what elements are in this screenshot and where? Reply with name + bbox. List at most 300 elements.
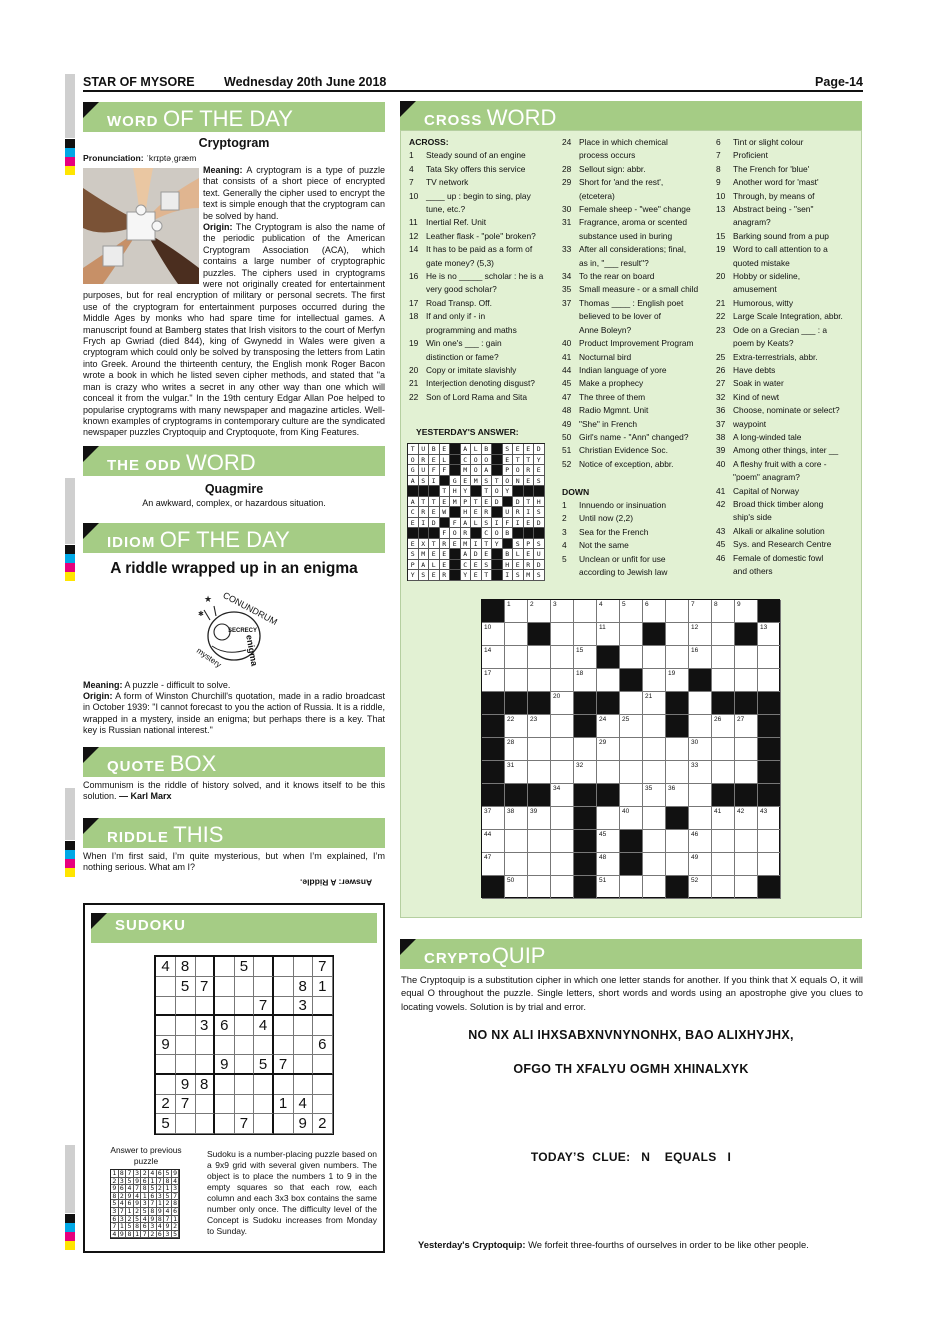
- answer-cell: 9: [149, 1216, 157, 1224]
- sudoku-given-cell: 5: [156, 1114, 176, 1134]
- crossword-cell[interactable]: [666, 669, 689, 692]
- sudoku-given-cell: 6: [215, 1016, 235, 1036]
- answer-black-cell: [450, 444, 461, 455]
- crossword-cell[interactable]: [666, 830, 689, 853]
- clue-text: "poem" anagram?: [733, 472, 800, 483]
- crossword-cell[interactable]: [528, 807, 551, 830]
- crossword-black-cell: [758, 715, 781, 738]
- clue-number: 33: [562, 244, 572, 255]
- crossword-cell[interactable]: [643, 761, 666, 784]
- answer-black-cell: [513, 486, 524, 497]
- crossword-cell[interactable]: [620, 876, 643, 899]
- margin-grey-bar: [65, 478, 75, 544]
- clue-text: Fragrance, aroma or scented: [579, 217, 687, 228]
- sudoku-empty-cell[interactable]: [254, 1094, 274, 1114]
- riddle-banner: [83, 818, 385, 848]
- crossword-cell[interactable]: [551, 715, 574, 738]
- clue-number: [716, 471, 733, 484]
- crossword-cell[interactable]: [505, 646, 528, 669]
- answer-cell: 5: [111, 1200, 119, 1208]
- crossword-cell[interactable]: [505, 623, 528, 646]
- sudoku-empty-cell[interactable]: [156, 1055, 176, 1075]
- sudoku-empty-cell[interactable]: [234, 977, 254, 997]
- sudoku-empty-cell[interactable]: [176, 1016, 196, 1036]
- crossword-cell[interactable]: [482, 830, 505, 853]
- sudoku-empty-cell[interactable]: [215, 1075, 235, 1095]
- crossword-cell[interactable]: [758, 853, 781, 876]
- clue-number: 47: [562, 391, 572, 402]
- crossword-cell[interactable]: [689, 876, 712, 899]
- sudoku-empty-cell[interactable]: [215, 957, 235, 977]
- crossword-cell[interactable]: [620, 807, 643, 830]
- answer-cell: M: [524, 570, 535, 581]
- crossword-cell[interactable]: [712, 600, 735, 623]
- clue-number: 19: [716, 244, 726, 255]
- sudoku-empty-cell[interactable]: [156, 1075, 176, 1095]
- crossword-cell[interactable]: [551, 738, 574, 761]
- clue-number: 34: [562, 271, 572, 282]
- answer-black-cell: [450, 465, 461, 476]
- crossword-cell[interactable]: [643, 715, 666, 738]
- crossword-cell[interactable]: [735, 876, 758, 899]
- sudoku-empty-cell[interactable]: [234, 1075, 254, 1095]
- answer-cell: D: [534, 444, 545, 455]
- art-word: CONUNDRUM: [221, 590, 279, 627]
- answer-cell: G: [450, 476, 461, 487]
- clue-number: 2: [562, 513, 567, 524]
- clue-number: [716, 565, 733, 578]
- crossword-cell[interactable]: [643, 807, 666, 830]
- crossword-cell[interactable]: [712, 761, 735, 784]
- crossword-cell[interactable]: [505, 715, 528, 738]
- crossword-cell[interactable]: [666, 738, 689, 761]
- clue-text: as in, "___ result"?: [579, 257, 649, 268]
- answer-cell: I: [503, 570, 514, 581]
- clue-text: Anne Boleyn?: [579, 324, 632, 335]
- sudoku-empty-cell[interactable]: [234, 1016, 254, 1036]
- sudoku-empty-cell[interactable]: [313, 1016, 333, 1036]
- crossword-cell[interactable]: [712, 876, 735, 899]
- crossword-cell[interactable]: [551, 600, 574, 623]
- crossword-cell[interactable]: [551, 669, 574, 692]
- sudoku-empty-cell[interactable]: [274, 1114, 294, 1134]
- clue-row: [409, 176, 559, 189]
- sudoku-empty-cell[interactable]: [254, 977, 274, 997]
- answer-cell: B: [503, 549, 514, 560]
- crossword-cell[interactable]: [666, 761, 689, 784]
- crossword-cell[interactable]: [712, 853, 735, 876]
- crossword-cell[interactable]: [551, 876, 574, 899]
- crossword-cell[interactable]: [689, 807, 712, 830]
- crossword-black-cell: [735, 623, 758, 646]
- sudoku-empty-cell[interactable]: [293, 1035, 313, 1055]
- crossword-cell[interactable]: [597, 807, 620, 830]
- answer-cell: S: [534, 570, 545, 581]
- sudoku-given-cell: 4: [254, 1016, 274, 1036]
- clue-number: [409, 351, 426, 364]
- crossword-cell[interactable]: [643, 876, 666, 899]
- cryptoquip-clue: TODAY’S CLUE: N EQUALS I: [530, 1150, 732, 1164]
- sudoku-empty-cell[interactable]: [195, 996, 215, 1016]
- sudoku-empty-cell[interactable]: [195, 1114, 215, 1134]
- answer-cell: 2: [164, 1200, 172, 1208]
- clue-number: 35: [562, 284, 572, 295]
- crossword-cell[interactable]: [735, 738, 758, 761]
- crossword-black-cell: [689, 669, 712, 692]
- clue-number: 38: [716, 431, 726, 442]
- sudoku-empty-cell[interactable]: [195, 957, 215, 977]
- clue-text: Make a prophecy: [579, 378, 644, 389]
- cryptoquip-line-2: OFGO TH XFALYU OGMH XHINALXYK: [513, 1062, 749, 1076]
- answer-black-cell: [492, 560, 503, 571]
- sudoku-empty-cell[interactable]: [254, 1114, 274, 1134]
- crossword-cell[interactable]: [574, 646, 597, 669]
- clue-text: Sys. and Research Centre: [733, 539, 832, 550]
- crossword-cell[interactable]: [482, 646, 505, 669]
- crossword-cell[interactable]: [689, 784, 712, 807]
- sudoku-empty-cell[interactable]: [293, 1016, 313, 1036]
- sudoku-empty-cell[interactable]: [176, 1055, 196, 1075]
- sudoku-empty-cell[interactable]: [234, 1094, 254, 1114]
- sudoku-empty-cell[interactable]: [215, 1035, 235, 1055]
- crossword-cell[interactable]: [712, 807, 735, 830]
- crossword-cell[interactable]: [643, 738, 666, 761]
- crossword-black-cell: [689, 600, 712, 623]
- crossword-cell[interactable]: [758, 669, 781, 692]
- crossword-clue-number: 28: [507, 739, 515, 746]
- crossword-cell[interactable]: [735, 830, 758, 853]
- sudoku-empty-cell[interactable]: [156, 996, 176, 1016]
- sudoku-empty-cell[interactable]: [274, 977, 294, 997]
- idiom-phrase: A riddle wrapped up in an enigma: [110, 560, 358, 577]
- clue-row: [409, 257, 559, 270]
- crossword-cell[interactable]: [735, 600, 758, 623]
- clue-text: waypoint: [733, 418, 767, 429]
- crossword-black-cell: [735, 692, 758, 715]
- clue-number: 14: [409, 244, 419, 255]
- sudoku-empty-cell[interactable]: [313, 1094, 333, 1114]
- sudoku-empty-cell[interactable]: [195, 1055, 215, 1075]
- clue-text: Hobby or sideline,: [733, 271, 801, 282]
- answer-cell: P: [503, 465, 514, 476]
- image-float-spacer: [83, 222, 203, 286]
- sudoku-empty-cell[interactable]: [215, 1094, 235, 1114]
- crossword-cell[interactable]: [597, 853, 620, 876]
- sudoku-empty-cell[interactable]: [293, 1055, 313, 1075]
- clue-number: 7: [716, 150, 721, 161]
- sudoku-empty-cell[interactable]: [234, 1055, 254, 1075]
- crossword-cell[interactable]: [666, 623, 689, 646]
- sudoku-empty-cell[interactable]: [254, 1035, 274, 1055]
- issue-date: Wednesday 20th June 2018: [224, 75, 387, 89]
- answer-black-cell: [440, 476, 451, 487]
- clue-text: Tint or slight colour: [733, 137, 804, 147]
- crossword-cell[interactable]: [712, 669, 735, 692]
- crossword-clue-number: 39: [530, 808, 538, 815]
- crossword-cell[interactable]: [482, 807, 505, 830]
- clue-number: 37: [716, 418, 726, 429]
- clue-number: [716, 257, 733, 270]
- sudoku-empty-cell[interactable]: [156, 977, 176, 997]
- answer-black-cell: [450, 455, 461, 466]
- crossword-cell[interactable]: [574, 600, 597, 623]
- answer-cell: 8: [134, 1223, 142, 1231]
- crossword-cell[interactable]: [574, 738, 597, 761]
- clue-number: 32: [716, 391, 726, 402]
- crossword-cell[interactable]: [505, 669, 528, 692]
- crossword-cell[interactable]: [597, 761, 620, 784]
- clue-row: [716, 538, 860, 551]
- crossword-cell[interactable]: [758, 830, 781, 853]
- crossword-clue-number: 36: [668, 785, 676, 792]
- clue-number: 6: [716, 137, 721, 147]
- odd-word-definition: An awkward, complex, or hazardous situation.: [142, 498, 326, 508]
- answer-cell: U: [534, 549, 545, 560]
- crossword-cell[interactable]: [666, 646, 689, 669]
- crossword-cell[interactable]: [666, 853, 689, 876]
- sudoku-empty-cell[interactable]: [176, 1114, 196, 1134]
- clue-row: [562, 203, 712, 216]
- crossword-cell[interactable]: [712, 623, 735, 646]
- crossword-cell[interactable]: [528, 669, 551, 692]
- answer-cell: W: [440, 507, 451, 518]
- crossword-cell[interactable]: [620, 715, 643, 738]
- crossword-cell[interactable]: [597, 669, 620, 692]
- crossword-cell[interactable]: [574, 623, 597, 646]
- crossword-cell[interactable]: [551, 807, 574, 830]
- crossword-cell[interactable]: [620, 646, 643, 669]
- sudoku-empty-cell[interactable]: [195, 1094, 215, 1114]
- crossword-cell[interactable]: [620, 761, 643, 784]
- sudoku-empty-cell[interactable]: [254, 957, 274, 977]
- crossword-cell[interactable]: [597, 830, 620, 853]
- crossword-cell[interactable]: [482, 669, 505, 692]
- answer-cell: A: [461, 549, 472, 560]
- crossword-cell[interactable]: [620, 623, 643, 646]
- crossword-cell[interactable]: [643, 600, 666, 623]
- answer-cell: 9: [134, 1178, 142, 1186]
- crossword-cell[interactable]: [528, 738, 551, 761]
- sudoku-empty-cell[interactable]: [156, 1016, 176, 1036]
- clue-text: Until now (2,2): [579, 513, 633, 524]
- crossword-cell[interactable]: [689, 715, 712, 738]
- sudoku-given-cell: 9: [215, 1055, 235, 1075]
- sudoku-empty-cell[interactable]: [293, 1075, 313, 1095]
- crossword-cell[interactable]: [551, 761, 574, 784]
- answer-cell: D: [492, 497, 503, 508]
- clue-row: [562, 190, 712, 203]
- crossword-black-cell: [712, 692, 735, 715]
- crossword-cell[interactable]: [620, 784, 643, 807]
- sudoku-empty-cell[interactable]: [274, 957, 294, 977]
- sudoku-empty-cell[interactable]: [215, 1114, 235, 1134]
- crossword-cell[interactable]: [735, 646, 758, 669]
- paper-name: STAR OF MYSORE: [83, 75, 195, 89]
- answer-cell: T: [440, 486, 451, 497]
- crossword-clue-number: 25: [622, 716, 630, 723]
- clue-text: Capital of Norway: [733, 485, 800, 496]
- sudoku-given-cell: 7: [274, 1055, 294, 1075]
- crossword-cell[interactable]: [597, 876, 620, 899]
- crossword-cell[interactable]: [758, 623, 781, 646]
- answer-cell: T: [429, 539, 440, 550]
- clue-number: 37: [562, 297, 572, 308]
- crossword-cell[interactable]: [551, 692, 574, 715]
- crossword-cell[interactable]: [689, 623, 712, 646]
- crossword-cell[interactable]: [551, 784, 574, 807]
- clue-number: 4: [562, 540, 567, 551]
- answer-cell: M: [471, 476, 482, 487]
- crossword-cell[interactable]: [735, 853, 758, 876]
- crossword-cell[interactable]: [643, 669, 666, 692]
- clue-number: [716, 283, 733, 296]
- sudoku-given-cell: 5: [234, 957, 254, 977]
- crossword-cell[interactable]: [643, 646, 666, 669]
- color-registration-mark: [65, 1214, 75, 1250]
- sudoku-empty-cell[interactable]: [313, 1055, 333, 1075]
- answer-cell: 5: [172, 1231, 180, 1239]
- clue-number: [562, 566, 579, 579]
- crossword-cell[interactable]: [643, 830, 666, 853]
- crossword-cell[interactable]: [574, 669, 597, 692]
- crossword-cell[interactable]: [597, 715, 620, 738]
- clue-number: 3: [562, 526, 567, 537]
- crossword-cell[interactable]: [505, 876, 528, 899]
- clue-row: [562, 283, 712, 296]
- crossword-cell[interactable]: [735, 761, 758, 784]
- sudoku-given-cell: 4: [156, 957, 176, 977]
- crossword-cell[interactable]: [620, 600, 643, 623]
- crossword-cell[interactable]: [551, 853, 574, 876]
- clue-number: 39: [716, 445, 726, 456]
- crossword-clue-number: 51: [599, 877, 607, 884]
- answer-cell: F: [429, 465, 440, 476]
- answer-cell: 8: [119, 1170, 127, 1178]
- crossword-cell[interactable]: [712, 646, 735, 669]
- crossword-cell[interactable]: [735, 807, 758, 830]
- crossword-cell[interactable]: [551, 830, 574, 853]
- answer-cell: L: [513, 549, 524, 560]
- answer-cell: 7: [126, 1170, 134, 1178]
- sudoku-empty-cell[interactable]: [313, 1075, 333, 1095]
- clue-number: 52: [562, 458, 572, 469]
- crossword-cell[interactable]: [505, 830, 528, 853]
- crossword-cell[interactable]: [735, 669, 758, 692]
- sudoku-empty-cell[interactable]: [234, 996, 254, 1016]
- clue-number: 30: [562, 204, 572, 215]
- crossword-black-cell: [574, 784, 597, 807]
- sudoku-empty-cell[interactable]: [254, 1075, 274, 1095]
- clue-number: 22: [409, 391, 419, 402]
- crossword-cell[interactable]: [482, 623, 505, 646]
- sudoku-empty-cell[interactable]: [215, 996, 235, 1016]
- crossword-cell[interactable]: [528, 876, 551, 899]
- crossword-cell[interactable]: [712, 830, 735, 853]
- sudoku-empty-cell[interactable]: [293, 957, 313, 977]
- answer-cell: R: [440, 539, 451, 550]
- answer-cell: 8: [172, 1200, 180, 1208]
- sudoku-empty-cell[interactable]: [274, 1075, 294, 1095]
- crossword-cell[interactable]: [620, 738, 643, 761]
- sudoku-given-cell: 8: [176, 957, 196, 977]
- crossword-cell[interactable]: [482, 853, 505, 876]
- sudoku-empty-cell[interactable]: [274, 996, 294, 1016]
- crossword-cell[interactable]: [643, 853, 666, 876]
- answer-cell: S: [534, 476, 545, 487]
- answer-cell: S: [513, 570, 524, 581]
- crossword-black-cell: [482, 784, 505, 807]
- crossword-cell[interactable]: [505, 853, 528, 876]
- answer-cell: 7: [119, 1208, 127, 1216]
- clue-row: [716, 243, 860, 256]
- sudoku-empty-cell[interactable]: [176, 1035, 196, 1055]
- sudoku-empty-cell[interactable]: [274, 1035, 294, 1055]
- crossword-cell[interactable]: [712, 738, 735, 761]
- clue-text: Through, by means of: [733, 190, 815, 201]
- sudoku-empty-cell[interactable]: [195, 1035, 215, 1055]
- crossword-cell[interactable]: [505, 738, 528, 761]
- crossword-cell[interactable]: [528, 853, 551, 876]
- answer-black-cell: [492, 465, 503, 476]
- answer-cell: 9: [164, 1223, 172, 1231]
- answer-cell: P: [461, 497, 472, 508]
- crossword-cell[interactable]: [597, 600, 620, 623]
- sudoku-empty-cell[interactable]: [215, 977, 235, 997]
- sudoku-empty-cell[interactable]: [234, 1035, 254, 1055]
- sudoku-empty-cell[interactable]: [313, 996, 333, 1016]
- sudoku-empty-cell[interactable]: [274, 1016, 294, 1036]
- quote-box-banner: [83, 747, 385, 777]
- crossword-cell[interactable]: [528, 646, 551, 669]
- answer-cell: S: [513, 539, 524, 550]
- sudoku-given-cell: 5: [254, 1055, 274, 1075]
- crossword-cell[interactable]: [551, 646, 574, 669]
- clue-row: [562, 391, 712, 404]
- crossword-cell[interactable]: [505, 807, 528, 830]
- crossword-cell[interactable]: [528, 761, 551, 784]
- crossword-black-cell: [666, 692, 689, 715]
- clue-text: Unclean or unfit for use: [579, 553, 666, 564]
- crossword-cell[interactable]: [666, 600, 689, 623]
- crossword-cell[interactable]: [551, 623, 574, 646]
- crossword-cell[interactable]: [505, 600, 528, 623]
- crossword-cell[interactable]: [528, 715, 551, 738]
- answer-cell: 1: [149, 1178, 157, 1186]
- crossword-cell[interactable]: [689, 692, 712, 715]
- crossword-cell[interactable]: [528, 830, 551, 853]
- crossword-cell[interactable]: [620, 692, 643, 715]
- answer-cell: D: [534, 518, 545, 529]
- crossword-cell[interactable]: [758, 807, 781, 830]
- crossword-cell[interactable]: [758, 646, 781, 669]
- crossword-black-cell: [574, 715, 597, 738]
- clue-text: Girl's name - "Ann" changed?: [579, 431, 689, 442]
- answer-cell: E: [524, 549, 535, 560]
- crossword-cell[interactable]: [712, 715, 735, 738]
- clue-row: [409, 283, 559, 296]
- answer-cell: 6: [172, 1208, 180, 1216]
- crossword-clue-number: 42: [737, 808, 745, 815]
- crossword-cell[interactable]: [528, 600, 551, 623]
- clue-text: Choose, nominate or select?: [733, 405, 840, 416]
- sudoku-empty-cell[interactable]: [176, 996, 196, 1016]
- crossword-cell[interactable]: [505, 761, 528, 784]
- crossword-clue-number: 41: [714, 808, 722, 815]
- crossword-cell[interactable]: [735, 715, 758, 738]
- answer-cell: B: [482, 444, 493, 455]
- clue-text: Short for 'and the rest',: [579, 177, 664, 188]
- down-heading-wrap: [562, 486, 712, 499]
